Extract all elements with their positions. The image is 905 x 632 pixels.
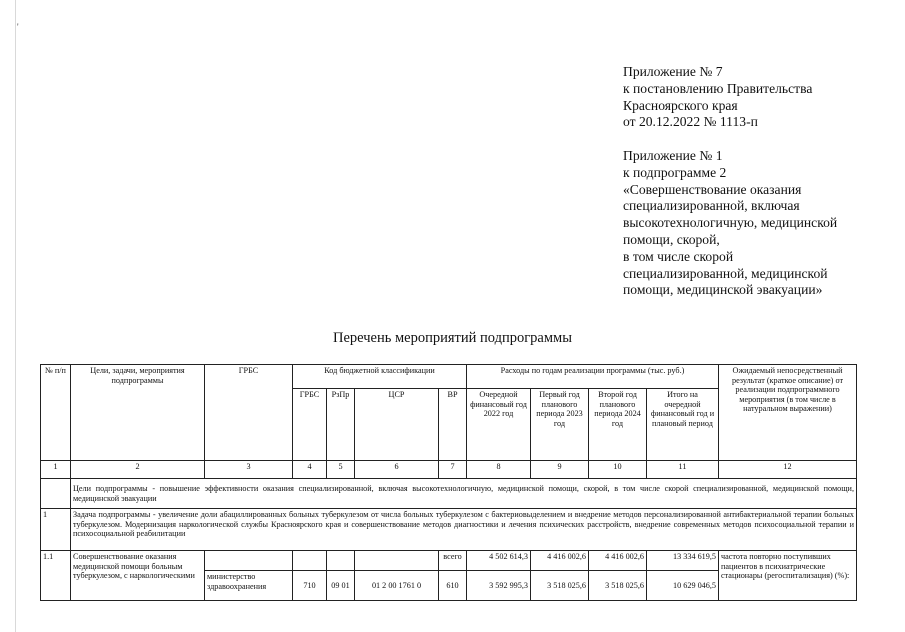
column-number: 3: [205, 461, 293, 479]
item-ministry-rzpr: 09 01: [327, 571, 355, 601]
annex-1-line: в том числе скорой: [623, 248, 734, 264]
item-ministry-2024: 3 518 025,6: [589, 571, 647, 601]
item-ministry-grbs: 710: [293, 571, 327, 601]
header-result: Ожидаемый непосредственный результат (краткое описание) от реализации подпрограммного мероприятия (в том числе в натуральном выражении): [719, 365, 857, 461]
annex-7-line: Красноярского края: [623, 97, 738, 113]
item-total-2023: 4 416 002,6: [531, 551, 589, 571]
annex-1-line: «Совершенствование оказания: [623, 181, 802, 197]
annex-7-header: [623, 64, 812, 131]
item-total-grbs: [293, 551, 327, 571]
annex-7-line: к постановлению Правительства: [623, 80, 813, 96]
goal-num-cell: [41, 479, 71, 509]
goal-row: [41, 479, 857, 509]
column-number: 8: [467, 461, 531, 479]
subheader-csr: ЦСР: [355, 389, 439, 461]
header-num: № п/п: [41, 365, 71, 461]
item-ministry-csr: 01 2 00 1761 0: [355, 571, 439, 601]
annex-1-line: к подпрограмме 2: [623, 164, 727, 180]
item-num: 1.1: [41, 551, 71, 601]
item-total-vr: всего: [439, 551, 467, 571]
column-number: 9: [531, 461, 589, 479]
header-expenses: Расходы по годам реализации программы (тыс. руб.): [467, 365, 719, 389]
annex-7-line: от 20.12.2022 № 1113-п: [623, 114, 758, 130]
item-total-sum: 13 334 619,5: [647, 551, 719, 571]
subheader-rzpr: РзПр: [327, 389, 355, 461]
annex-1-line: Приложение № 1: [623, 148, 723, 163]
scan-edge-line: [15, 0, 16, 632]
column-number: 7: [439, 461, 467, 479]
subheader-total: Итого на очередной финансовый год и плановый период: [647, 389, 719, 461]
header-grbs: ГРБС: [205, 365, 293, 461]
annex-1-line: помощи, медицинской эвакуации»: [623, 282, 823, 298]
column-number: 12: [719, 461, 857, 479]
column-number: 6: [355, 461, 439, 479]
item-total-2024: 4 416 002,6: [589, 551, 647, 571]
annex-1-line: специализированной, медицинской: [623, 265, 828, 281]
item-result: частота повторно поступивших пациентов в психиатрические стационары (регоспитализация) (%):: [719, 551, 857, 601]
annex-1-line: помощи, скорой,: [623, 231, 720, 247]
subheader-grbs: ГРБС: [293, 389, 327, 461]
subheader-2024: Второй год планового периода 2024 год: [589, 389, 647, 461]
subheader-2022: Очередной финансовый год 2022 год: [467, 389, 531, 461]
item-name: Совершенствование оказания медицинской помощи больным туберкулезом, с наркологическими: [71, 551, 205, 601]
item-ministry-2022: 3 592 995,3: [467, 571, 531, 601]
item-ministry-sum: 10 629 046,5: [647, 571, 719, 601]
item-total-csr: [355, 551, 439, 571]
annex-1-line: высокотехнологичную, медицинской: [623, 215, 838, 231]
item-total-grbs-name: [205, 551, 293, 571]
item-total-2022: 4 502 614,3: [467, 551, 531, 571]
annex-7-line: Приложение № 7: [623, 64, 723, 79]
column-number: 2: [71, 461, 205, 479]
task-num: 1: [41, 509, 71, 551]
item-ministry-grbs-name: министерство здравоохранения: [205, 571, 293, 601]
column-number: 4: [293, 461, 327, 479]
item-total-row: [41, 551, 857, 571]
item-ministry-2023: 3 518 025,6: [531, 571, 589, 601]
activities-table: [40, 364, 857, 601]
item-total-rzpr: [327, 551, 355, 571]
subheader-2023: Первый год планового периода 2023 год: [531, 389, 589, 461]
document-title: Перечень мероприятий подпрограммы: [333, 330, 572, 346]
header-goals: Цели, задачи, мероприятия подпрограммы: [71, 365, 205, 461]
annex-1-header: [623, 148, 893, 299]
header-budget-code: Код бюджетной классификации: [293, 365, 467, 389]
scan-mark: ': [17, 22, 19, 32]
column-number-row: [41, 461, 857, 479]
column-number: 1: [41, 461, 71, 479]
subheader-vr: ВР: [439, 389, 467, 461]
goal-text: Цели подпрограммы - повышение эффективности оказания специализированной, включая высокотехнологичную, медицинской помощи, скорой, в том числе скорой специализированной, медицинской помощи, медицинской эвакуации: [71, 479, 857, 509]
column-number: 10: [589, 461, 647, 479]
column-number: 5: [327, 461, 355, 479]
header-row-1: [41, 365, 857, 389]
task-row: [41, 509, 857, 551]
task-text: Задача подпрограммы - увеличение доли абациллированных больных туберкулезом от числа больных туберкулезом с бактериовыделением и внедрение методов персонализированной антибактериальной терапии больных туберкулезом. Модернизация наркологической службы Красноярского края и совершенствование методов диагностики и лечения психических расстройств, внедрение современных методов психосоциальной терапии и психосоциальной реабилитации: [71, 509, 857, 551]
item-ministry-vr: 610: [439, 571, 467, 601]
annex-1-line: специализированной, включая: [623, 198, 800, 214]
column-number: 11: [647, 461, 719, 479]
